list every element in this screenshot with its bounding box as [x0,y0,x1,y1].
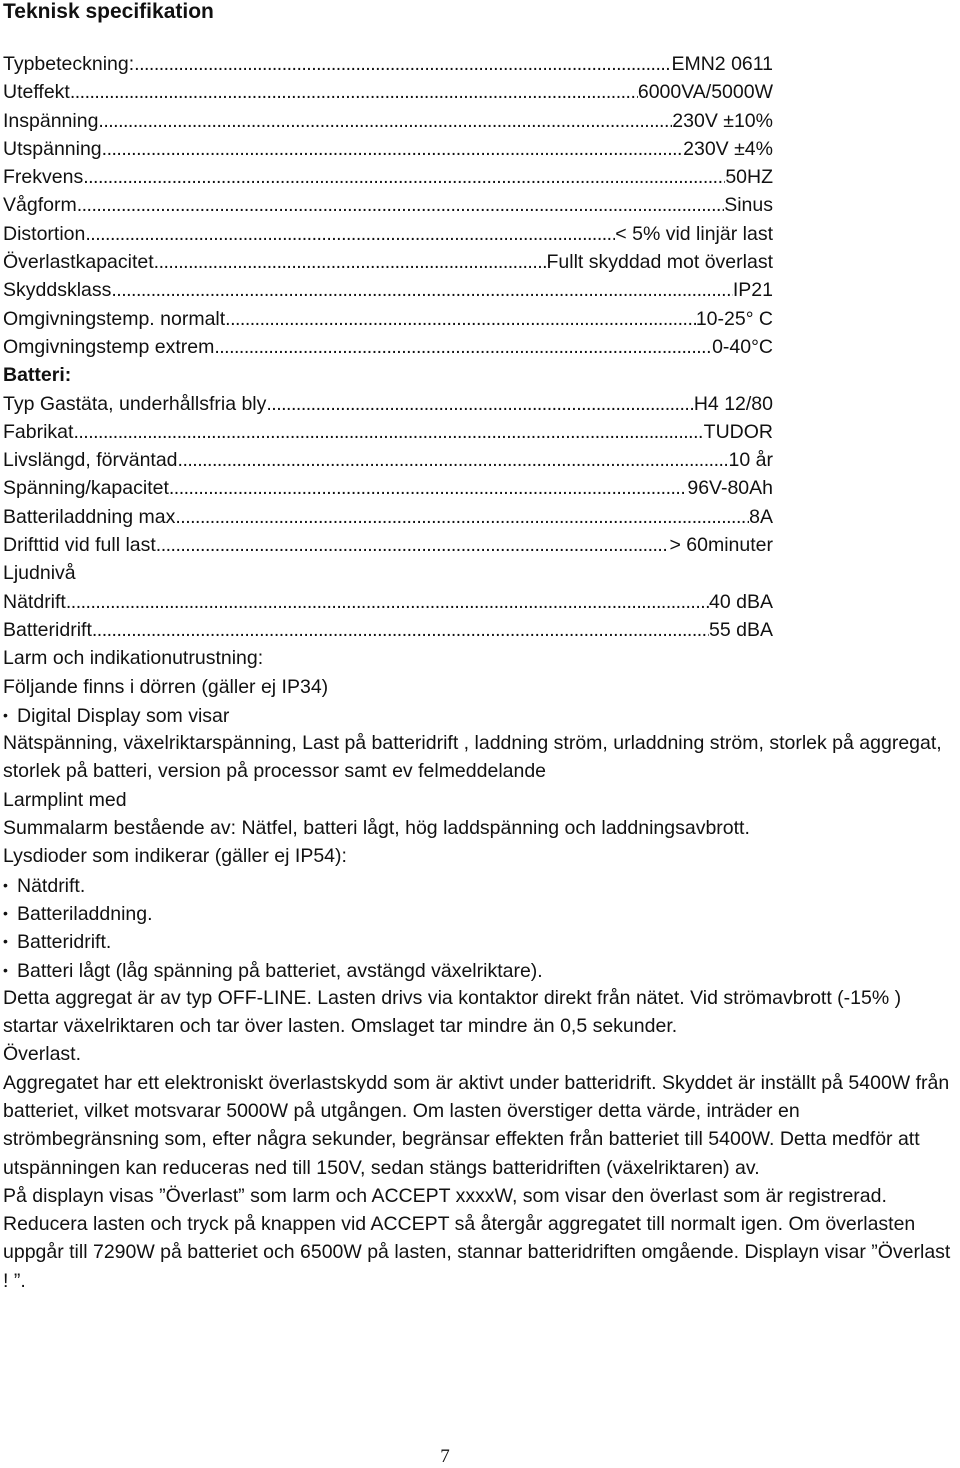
spec-label: Inspänning [3,109,99,132]
spec-row [3,305,773,333]
dot-leader [134,50,671,78]
spec-value: H4 12/80 [693,392,773,415]
spec-value: > 60minuter [669,534,773,557]
dot-leader [111,276,733,304]
spec-value: TUDOR [703,420,773,443]
spec-value: 8A [749,505,773,528]
spec-label: Uteffekt [3,81,70,104]
spec-value: 6000VA/5000W [637,81,773,104]
dot-leader [77,191,725,219]
spec-row [3,107,773,135]
dot-leader [98,107,672,135]
spec-label: Omgivningstemp extrem [3,335,215,358]
bullet-text: • Digital Display som visar [3,701,229,730]
spec-label: Överlastkapacitet [3,251,154,274]
spec-value: 50HZ [725,166,773,189]
spec-value: 0-40°C [712,335,773,358]
spec-row [3,333,773,361]
bullet-text: • Batteridrift. [3,927,111,956]
document-page [3,0,957,1295]
bullet-text: • Batteriladdning. [3,899,153,928]
spec-row [3,220,773,248]
spec-label: Livslängd, förväntad [3,449,178,472]
dot-leader [102,135,683,163]
spec-row [3,390,773,418]
dot-leader [156,531,670,559]
spec-value: 55 dBA [709,618,773,641]
dot-leader [266,390,693,418]
display-bullet [3,701,957,729]
display-overload-paragraph: På displayn visas ”Överlast” som larm och ACCEPT xxxxW, som visar den överlast som är registrerad. Reducera lasten och tryck på knappen vid ACCEPT så återgår aggregatet till normalt igen. Om överlasten uppgår till 7290W på batteriet och 6500W på lasten, stannar batteridriften omgående. Displayn visar ”Överlast ! ”. [3,1184,951,1292]
dot-leader [178,446,729,474]
noise-heading: Ljudnivå [3,562,76,585]
spec-row [3,78,773,106]
spec-row [3,135,773,163]
dot-leader [92,616,709,644]
spec-value: 10 år [728,449,773,472]
spec-value: 230V ±4% [683,137,773,160]
spec-value: Fullt skyddad mot överlast [546,251,773,274]
spec-row [3,248,773,276]
spec-row [3,474,773,502]
alarm-heading: Larm och indikationutrustning: [3,647,264,670]
list-item [3,927,957,955]
display-description: Nätspänning, växelriktarspänning, Last på batteridrift , laddning ström, urladdning ström, storlek på aggregat, storlek på batteri, version på processor samt ev felmeddelande [3,732,942,783]
dot-leader [175,503,749,531]
door-text: Följande finns i dörren (gäller ej IP34) [3,675,329,698]
led-list [3,871,957,984]
spec-row [3,50,773,78]
spec-list-noise [3,588,957,645]
spec-label: Frekvens [3,166,84,189]
spec-row [3,418,773,446]
spec-value: 230V ±10% [672,109,773,132]
bullet-text: • Batteri lågt (låg spänning på batteriet, avstängd växelriktare). [3,956,543,985]
spec-row [3,276,773,304]
page-number: 7 [440,1446,450,1467]
spec-label: Batteridrift [3,618,92,641]
spec-row [3,446,773,474]
spec-row [3,531,773,559]
spec-label: Omgivningstemp. normalt [3,307,226,330]
spec-label: Typ Gastäta, underhållsfria bly [3,392,267,415]
dot-leader [154,248,547,276]
leds-heading: Lysdioder som indikerar (gäller ej IP54): [3,845,347,868]
spec-row [3,588,773,616]
offline-paragraph: Detta aggregat är av typ OFF-LINE. Lasten drivs via kontaktor direkt från nätet. Vid strömavbrott (-15% ) startar växelriktaren och tar över lasten. Omslaget tar mindre än 0,5 sekunder. [3,986,902,1038]
spec-row [3,191,773,219]
dot-leader [70,78,638,106]
dot-leader [169,474,687,502]
spec-label: Distortion [3,222,86,245]
overload-paragraph: Aggregatet har ett elektroniskt överlastskydd som är aktivt under batteridrift. Skyddet är inställt på 5400W från batteriet, vilket motsvarar 5000W på utgången. Om lasten överstiger detta värde, inträder en strömbegränsning som, efter några sekunder, begränsar effekten från batteriet till 5400W. Detta medför att utspänningen kan reduceras ned till 150V, sedan stängs batteridriften (växelriktaren) av. [3,1071,950,1179]
dot-leader [73,418,703,446]
spec-label: Nätdrift [3,590,66,613]
spec-value: IP21 [732,279,773,302]
spec-list-general [3,50,957,361]
spec-label: Typbeteckning: [3,53,135,75]
spec-value: 10-25° C [695,307,773,330]
spec-label: Utspänning [3,137,102,160]
battery-heading: Batteri: [3,364,72,387]
overload-heading: Överlast. [3,1043,82,1066]
spec-label: Spänning/kapacitet [3,477,169,500]
dot-leader [85,220,615,248]
spec-row [3,616,773,644]
spec-label: Drifttid vid full last [3,534,156,557]
spec-label: Batteriladdning max [3,505,176,528]
spec-value: < 5% vid linjär last [615,222,773,245]
spec-row [3,503,773,531]
dot-leader [225,305,696,333]
list-item [3,956,957,984]
spec-label: Vågform [3,194,77,217]
summalarm-text: Summalarm bestående av: Nätfel, batteri lågt, hög laddspänning och laddningsavbrott. [3,817,750,840]
dot-leader [83,163,725,191]
dot-leader [66,588,709,616]
spec-list-battery [3,390,957,560]
spec-label: Fabrikat [3,420,74,443]
spec-value: Sinus [724,194,773,217]
dot-leader [214,333,712,361]
list-item [3,899,957,927]
bullet-text: • Nätdrift. [3,871,85,900]
spec-row [3,163,773,191]
list-item [3,871,957,899]
spec-value: EMN2 0611 [671,53,773,75]
spec-label: Skyddsklass [3,279,112,302]
larmplint-text: Larmplint med [3,788,127,811]
page-title: Teknisk specifikation [3,0,214,23]
spec-value: 40 dBA [709,590,773,613]
spec-value: 96V-80Ah [687,477,773,500]
